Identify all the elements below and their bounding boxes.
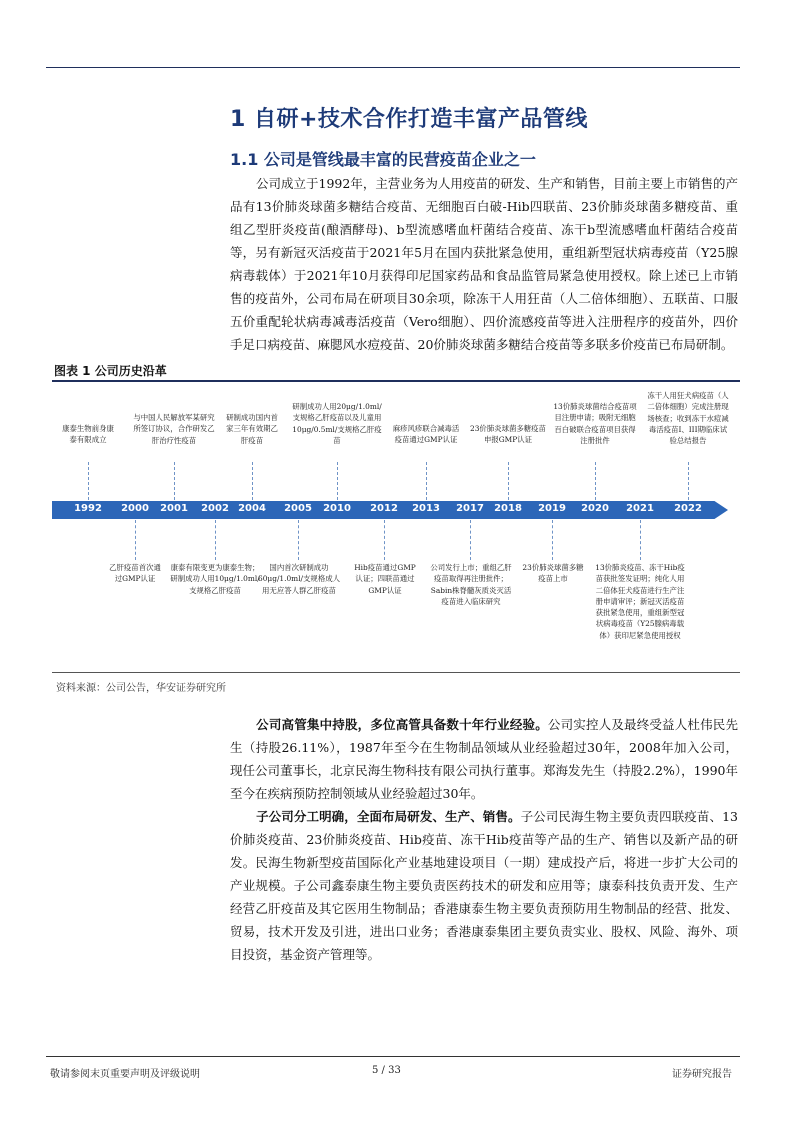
connector-line [252, 462, 253, 500]
intro-paragraph [230, 172, 738, 356]
timeline-event: 13价肺炎疫苗、冻干Hib疫苗获批签发证明；纯化人用二倍体狂犬疫苗进行生产注册申请审评；新冠灭活疫苗获批紧急使用，重组新型冠状病毒疫苗（Y25腺病毒载体）获印尼紧急使用授权 [595, 563, 685, 640]
management-lead: 公司高管集中持股，多位高管具备数十年行业经验。 [256, 717, 548, 732]
connector-line [508, 462, 509, 500]
timeline-event: 公司发行上市；重组乙肝疫苗取得再注册批件；Sabin株脊髓灰质炎灭活疫苗进入临床研究 [430, 563, 512, 606]
timeline-event: 与中国人民解放军某研究所签订协议，合作研发乙肝治疗性疫苗 [133, 413, 215, 445]
connector-line [470, 520, 471, 560]
subsection-heading: 1.1 公司是管线最丰富的民营疫苗企业之一 [230, 150, 536, 169]
footer-disclaimer: 敬请参阅末页重要声明及评级说明 [50, 1069, 200, 1080]
management-text: 公司实控人及最终受益人杜伟民先生（持股26.11%），1987年至今在生物制品领域从业经验超过30年，2008年加入公司，现任公司董事长，北京民海生物科技有限公司执行董事。郑海发先生（持股2.2%），1990年至今在疾病预防控制领域从业经验超过30年。 [230, 717, 738, 801]
timeline-event: 康泰生物前身康泰有限成立 [62, 424, 114, 445]
year-label: 1992 [74, 503, 102, 514]
year-label: 2000 [121, 503, 149, 514]
footer-rule [46, 1056, 740, 1057]
intro-text: 公司成立于1992年，主营业务为人用疫苗的研发、生产和销售，目前主要上市销售的产品有13价肺炎球菌多糖结合疫苗、无细胞百白破-Hib四联苗、23价肺炎球菌多糖疫苗、重组乙型肝炎疫苗(酿酒酵母)、b型流感嗜血杆菌结合疫苗、冻干b型流感嗜血杆菌结合疫苗等，另有新冠灭活疫苗于2021年5月在国内获批紧急使用，重组新型冠状病毒疫苗（Y25腺病毒载体）于2021年10月获得印尼国家药品和食品监管局紧急使用授权。除上述已上市销售的疫苗外，公司布局在研项目30余项，除冻干人用狂苗（人二倍体细胞）、五联苗、口服五价重配轮状病毒减毒活疫苗（Vero细胞）、四价流感疫苗等进入注册程序的疫苗外，四价手足口病疫苗、麻腮风水痘疫苗、20价肺炎球菌多糖结合疫苗等多联多价疫苗已布局研制。 [230, 176, 738, 352]
year-label: 2022 [674, 503, 702, 514]
connector-line [337, 462, 338, 500]
figure-top-rule [52, 380, 740, 382]
timeline-event: Hib疫苗通过GMP认证；四联苗通过GMP认证 [354, 563, 416, 595]
timeline-event: 国内首次研制成功60μg/1.0ml/支规格成人用无应答人群乙肝疫苗 [258, 563, 340, 595]
timeline-event: 研制成功人用20μg/1.0ml/支规格乙肝疫苗以及儿童用10μg/0.5ml/支规格乙肝疫苗 [292, 402, 382, 445]
timeline-event: 23价肺炎球菌多糖疫苗上市 [522, 563, 584, 584]
footer-report-type: 证券研究报告 [672, 1069, 732, 1080]
timeline-event: 麻疹风疹联合减毒活疫苗通过GMP认证 [392, 424, 460, 445]
year-label: 2019 [538, 503, 566, 514]
connector-line [384, 520, 385, 560]
timeline-event: 乙肝疫苗首次通过GMP认证 [109, 563, 161, 584]
connector-line [552, 520, 553, 560]
year-label: 2010 [323, 503, 351, 514]
timeline-event: 23价肺炎球菌多糖疫苗申报GMP认证 [470, 424, 546, 445]
connector-line [88, 462, 89, 500]
figure-title: 图表 1 公司历史沿革 [54, 364, 167, 378]
connector-line [595, 462, 596, 500]
year-label: 2020 [581, 503, 609, 514]
page-number: 5 / 33 [372, 1065, 401, 1076]
subsidiary-paragraph [230, 805, 738, 966]
connector-line [135, 520, 136, 560]
figure-bottom-rule [52, 672, 740, 673]
connector-line [215, 520, 216, 560]
timeline-event: 冻干人用狂犬病疫苗（人二倍体细胞）完成注册现场核查；收到冻干水痘减毒活疫苗I、III期临床试验总结报告 [647, 391, 729, 446]
connector-line [174, 462, 175, 500]
connector-line [640, 520, 641, 560]
connector-line [298, 520, 299, 560]
year-label: 2004 [238, 503, 266, 514]
subsidiary-text: 子公司民海生物主要负责四联疫苗、13价肺炎疫苗、23价肺炎疫苗、Hib疫苗、冻干Hib疫苗等产品的生产、销售以及新产品的研发。民海生物新型疫苗国际化产业基地建设项目（一期）建成投产后，将进一步扩大公司的产业规模。子公司鑫泰康生物主要负责医药技术的研发和应用等；康泰科技负责开发、生产经营乙肝疫苗及其它医用生物制品；香港康泰生物主要负责预防用生物制品的经营、批发、贸易，技术开发及引进，进出口业务；香港康泰集团主要负责实业、股权、风险、海外、项目投资，基金资产管理等。 [230, 809, 738, 962]
year-label: 2001 [160, 503, 188, 514]
connector-line [688, 462, 689, 500]
figure-source: 资料来源：公司公告，华安证券研究所 [56, 683, 226, 694]
connector-line [426, 462, 427, 500]
subsidiary-lead: 子公司分工明确，全面布局研发、生产、销售。 [256, 809, 521, 824]
year-label: 2021 [626, 503, 654, 514]
timeline-event: 13价肺炎球菌结合疫苗项目注册申请；吸附无细胞百白破联合疫苗项目获得注册批件 [553, 402, 637, 445]
year-label: 2002 [201, 503, 229, 514]
year-label: 2017 [456, 503, 484, 514]
section-heading: 1 自研+技术合作打造丰富产品管线 [230, 107, 588, 132]
year-label: 2012 [370, 503, 398, 514]
header-rule [46, 67, 740, 68]
year-label: 2013 [412, 503, 440, 514]
management-paragraph [230, 713, 738, 805]
timeline-event: 研制成功国内首家三年有效期乙肝疫苗 [226, 413, 278, 445]
year-label: 2005 [284, 503, 312, 514]
timeline-event: 康泰有限变更为康泰生物；研制成功人用10μg/1.0ml/支规格乙肝疫苗 [170, 563, 260, 595]
year-label: 2018 [494, 503, 522, 514]
